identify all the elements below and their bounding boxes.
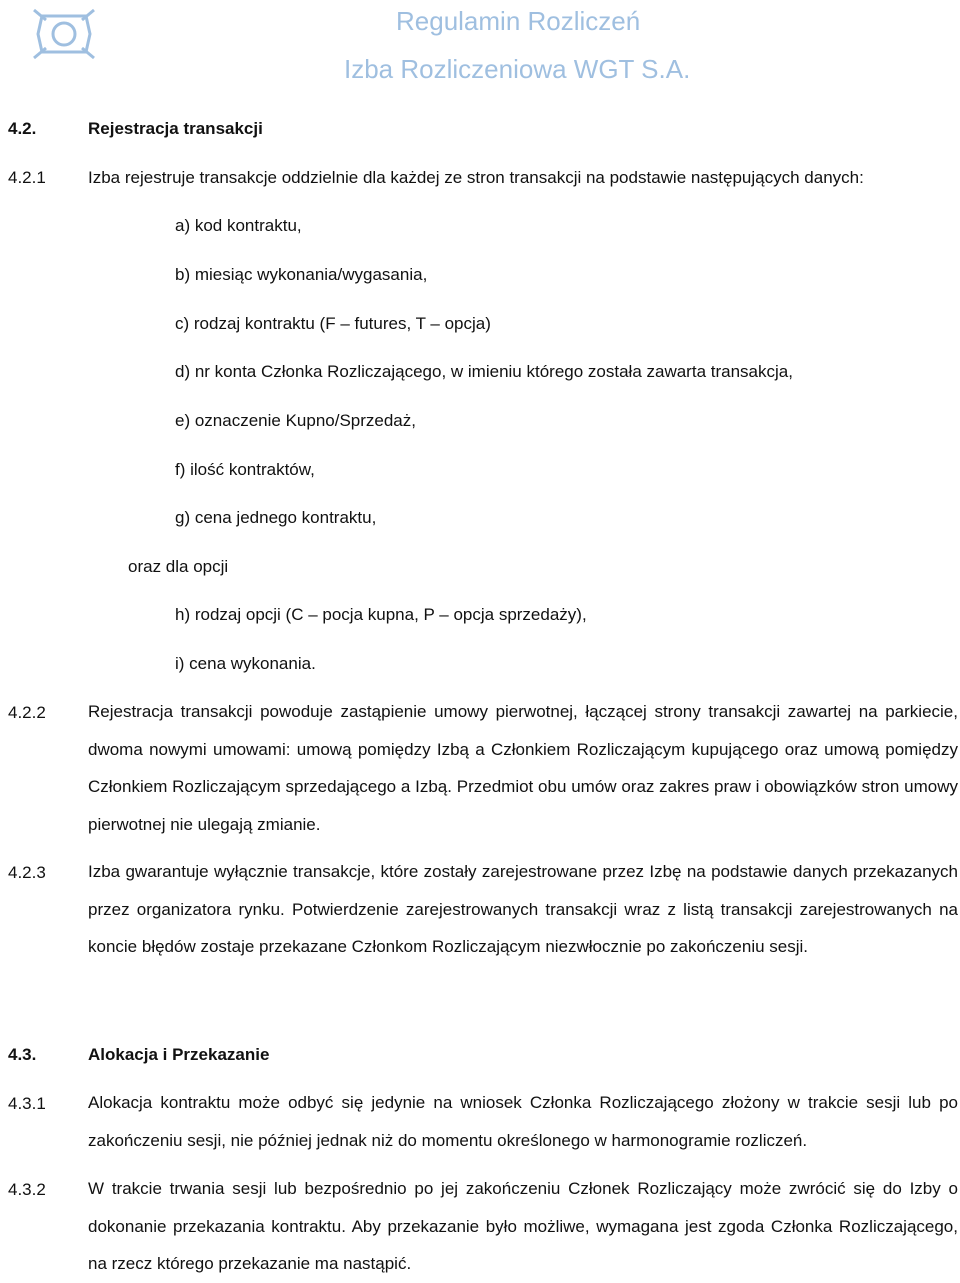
- list-item: a) kod kontraktu,: [175, 216, 302, 235]
- clause-text: Alokacja kontraktu może odbyć się jedynie na wniosek Członka Rozliczającego złożony w trakcie sesji lub po zakończeniu sesji, nie później jednak niż do momentu określonego w harmonogramie rozliczeń.: [88, 1093, 958, 1150]
- section-number: 4.3.: [8, 1045, 37, 1064]
- list-item: f) ilość kontraktów,: [175, 460, 315, 479]
- section-title: Rejestracja transakcji: [88, 119, 263, 138]
- list-item: c) rodzaj kontraktu (F – futures, T – opcja): [175, 314, 491, 333]
- clause-text: W trakcie trwania sesji lub bezpośrednio po jej zakończeniu Członek Rozliczający może zwrócić się do Izby o dokonanie przekazania kontraktu. Aby przekazanie było możliwe, wymagana jest zgoda Członka Rozliczającego, na rzecz którego przekazanie ma nastąpić.: [88, 1179, 958, 1273]
- clause-number: 4.3.2: [8, 1180, 46, 1199]
- list-item: d) nr konta Członka Rozliczającego, w imieniu którego została zawarta transakcja,: [175, 362, 793, 381]
- clause-text: Rejestracja transakcji powoduje zastąpienie umowy pierwotnej, łączącej strony transakcji zawartej na parkiecie, dwoma nowymi umowami: umową pomiędzy Izbą a Członkiem Rozliczającym kupującego oraz umową pomiędzy Członkiem Rozliczającym sprzedającego a Izbą. Przedmiot obu umów oraz zakres praw i obowiązków stron umowy pierwotnej nie ulegają zmianie.: [88, 702, 958, 834]
- clause-text: Izba gwarantuje wyłącznie transakcje, które zostały zarejestrowane przez Izbę na podstawie danych przekazanych przez organizatora rynku. Potwierdzenie zarejestrowanych transakcji wraz z listą transakcji zarejestrowanych na koncie błędów zostaje przekazane Członkom Rozliczającym niezwłocznie po zakończeniu sesji.: [88, 862, 958, 956]
- list-item: b) miesiąc wykonania/wygasania,: [175, 265, 428, 284]
- list-item: i) cena wykonania.: [175, 654, 316, 673]
- section-number: 4.2.: [8, 119, 37, 138]
- list-item: h) rodzaj opcji (C – pocja kupna, P – opcja sprzedaży),: [175, 605, 587, 624]
- clause-number: 4.3.1: [8, 1094, 46, 1113]
- section-title: Alokacja i Przekazanie: [88, 1045, 270, 1064]
- clause-number: 4.2.2: [8, 703, 46, 722]
- clause-number: 4.2.1: [8, 168, 46, 187]
- clearing-house-logo-icon: [28, 6, 100, 62]
- clause-number: 4.2.3: [8, 863, 46, 882]
- header-subtitle: Izba Rozliczeniowa WGT S.A.: [344, 54, 691, 84]
- header-title: Regulamin Rozliczeń: [396, 6, 641, 36]
- list-item: e) oznaczenie Kupno/Sprzedaż,: [175, 411, 416, 430]
- clause-text: Izba rejestruje transakcje oddzielnie dla każdej ze stron transakcji na podstawie następujących danych:: [88, 168, 864, 187]
- list-item: g) cena jednego kontraktu,: [175, 508, 377, 527]
- options-label: oraz dla opcji: [128, 557, 229, 576]
